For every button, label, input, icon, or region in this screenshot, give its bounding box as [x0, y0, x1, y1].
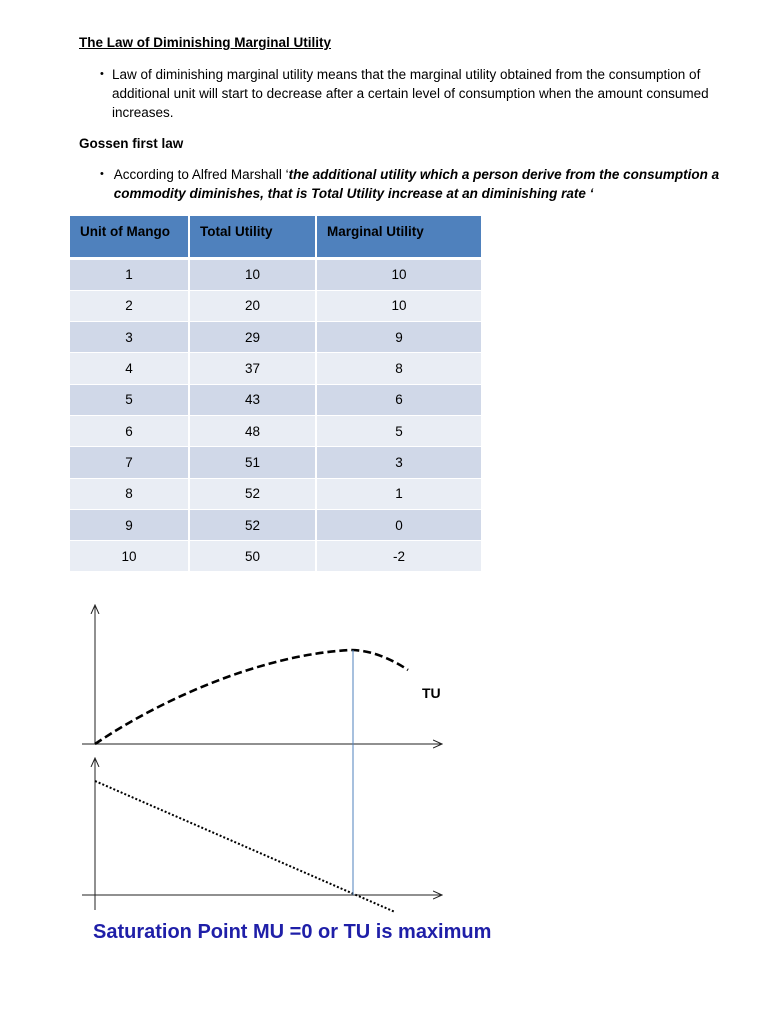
table-body — [70, 258, 482, 572]
cell-total-utility: 50 — [189, 541, 316, 572]
table-header-row — [70, 216, 482, 258]
marshall-bullet — [100, 165, 740, 203]
cell-total-utility: 52 — [189, 509, 316, 540]
saturation-caption: Saturation Point MU =0 or TU is maximum — [93, 921, 492, 943]
marshall-quote: the additional utility which a person derive from the consumption a commodity diminishes, that is Total Utility increase at an diminishing rate ‘ — [113, 167, 720, 201]
cell-total-utility: 48 — [189, 415, 316, 446]
cell-marginal-utility: -2 — [316, 541, 482, 572]
cell-marginal-utility: 5 — [316, 415, 482, 446]
cell-marginal-utility: 9 — [316, 322, 482, 353]
cell-unit: 4 — [70, 353, 189, 384]
header-total-utility: Total Utility — [189, 216, 316, 258]
bullet-symbol: • — [100, 168, 104, 180]
cell-marginal-utility: 10 — [316, 258, 482, 290]
cell-total-utility: 10 — [189, 258, 316, 290]
page-heading: The Law of Diminishing Marginal Utility — [79, 35, 332, 50]
cell-unit: 6 — [70, 415, 189, 446]
table-row — [70, 353, 482, 384]
table-row — [70, 541, 482, 572]
table-row — [70, 384, 482, 415]
cell-total-utility: 20 — [189, 290, 316, 321]
cell-marginal-utility: 0 — [316, 509, 482, 540]
table-row — [70, 447, 482, 478]
cell-total-utility: 43 — [189, 384, 316, 415]
cell-unit: 9 — [70, 509, 189, 540]
cell-total-utility: 37 — [189, 353, 316, 384]
marshall-prefix: According to Alfred Marshall ‘ — [113, 167, 289, 182]
table-row — [70, 258, 482, 290]
utility-graph — [0, 590, 768, 920]
table-row — [70, 322, 482, 353]
cell-unit: 10 — [70, 541, 189, 572]
cell-unit: 1 — [70, 258, 189, 290]
mu-line — [95, 781, 395, 912]
table-row — [70, 290, 482, 321]
bullet-symbol: • — [100, 68, 104, 80]
marshall-text — [114, 165, 740, 203]
cell-marginal-utility: 8 — [316, 353, 482, 384]
header-marginal-utility: Marginal Utility — [316, 216, 482, 258]
tu-curve — [95, 650, 408, 744]
table-row — [70, 509, 482, 540]
cell-marginal-utility: 1 — [316, 478, 482, 509]
cell-unit: 8 — [70, 478, 189, 509]
cell-unit: 7 — [70, 447, 189, 478]
utility-table — [70, 216, 483, 572]
definition-bullet — [100, 65, 740, 122]
table-row — [70, 478, 482, 509]
tu-curve-label: TU — [422, 685, 441, 701]
header-unit: Unit of Mango — [70, 216, 189, 258]
cell-marginal-utility: 6 — [316, 384, 482, 415]
cell-total-utility: 29 — [189, 322, 316, 353]
gossen-subheading: Gossen first law — [79, 136, 184, 151]
cell-unit: 5 — [70, 384, 189, 415]
cell-total-utility: 52 — [189, 478, 316, 509]
table-row — [70, 415, 482, 446]
definition-text: Law of diminishing marginal utility means that the marginal utility obtained from the consumption of additional unit will start to decrease after a certain level of consumption when the amount consumed increases. — [112, 67, 709, 120]
cell-unit: 2 — [70, 290, 189, 321]
cell-marginal-utility: 3 — [316, 447, 482, 478]
cell-total-utility: 51 — [189, 447, 316, 478]
cell-unit: 3 — [70, 322, 189, 353]
cell-marginal-utility: 10 — [316, 290, 482, 321]
